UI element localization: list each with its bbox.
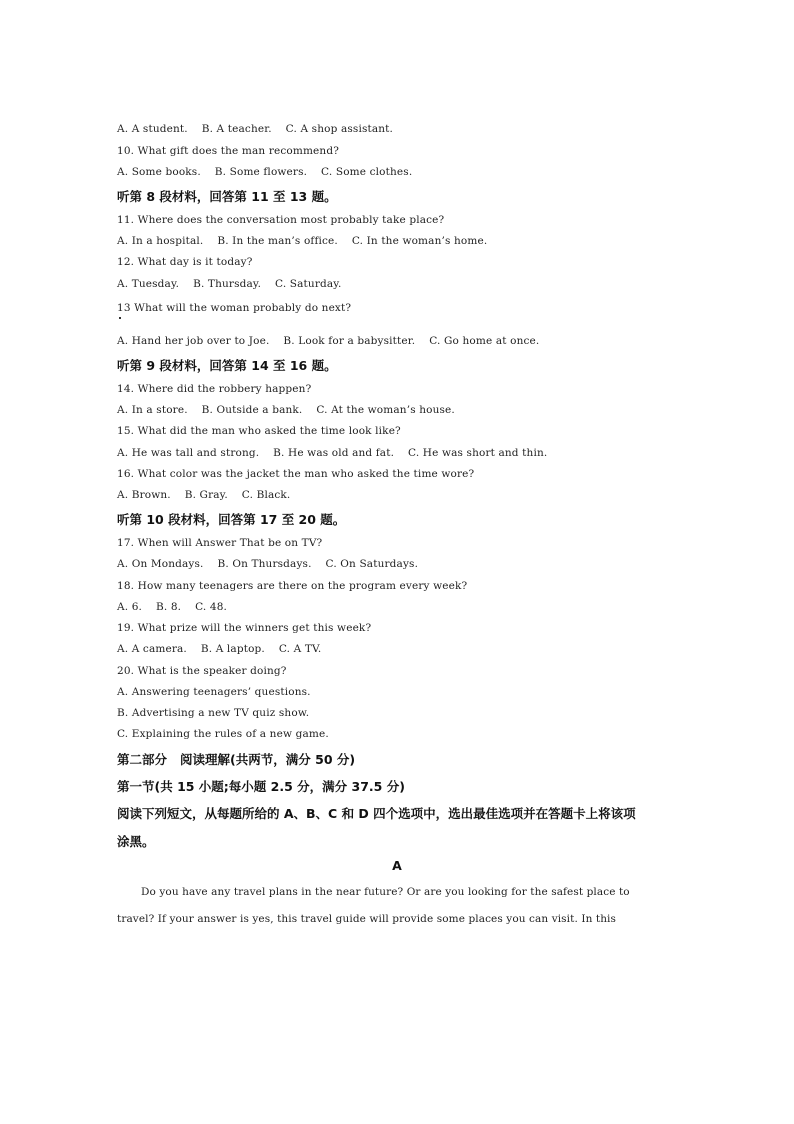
passage-text-line: travel? If your answer is yes, this travel guide will provide some places you can visit. In this	[117, 913, 617, 925]
option-line: A. On Mondays. B. On Thursdays. C. On Saturdays.	[117, 558, 419, 570]
question-line: 19. What prize will the winners get this week?	[117, 622, 372, 634]
question-line: 16. What color was the jacket the man who asked the time wore?	[117, 468, 475, 480]
question-line: 17. When will Answer That be on TV?	[117, 537, 323, 549]
option-line: A. In a store. B. Outside a bank. C. At the woman’s house.	[117, 404, 455, 416]
question-line: 20. What is the speaker doing?	[117, 665, 287, 677]
question-line: 14. Where did the robbery happen?	[117, 383, 312, 395]
option-line: A. Hand her job over to Joe. B. Look for a babysitter. C. Go home at once.	[117, 335, 540, 347]
option-line: A. He was tall and strong. B. He was old and fat. C. He was short and thin.	[117, 447, 548, 459]
option-line: A. Tuesday. B. Thursday. C. Saturday.	[117, 278, 342, 290]
option-line: A. Some books. B. Some flowers. C. Some clothes.	[117, 166, 413, 178]
question-line: 10. What gift does the man recommend?	[117, 145, 339, 157]
section-instruction: 听第 8 段材料，回答第 11 至 13 题。	[117, 189, 337, 204]
reading-instruction-cont: 涂黑。	[117, 834, 155, 849]
option-line: A. A student. B. A teacher. C. A shop assistant.	[117, 123, 394, 135]
passage-text-line: Do you have any travel plans in the near future? Or are you looking for the safest place to	[141, 886, 630, 898]
option-line: A. Answering teenagers’ questions.	[117, 686, 311, 698]
section-instruction: 听第 10 段材料，回答第 17 至 20 题。	[117, 512, 346, 527]
stray-dot	[119, 317, 121, 319]
question-line: 15. What did the man who asked the time look like?	[117, 425, 401, 437]
option-line: B. Advertising a new TV quiz show.	[117, 707, 310, 719]
question-line: 13 What will the woman probably do next?	[117, 302, 352, 314]
question-line: 11. Where does the conversation most probably take place?	[117, 214, 445, 226]
reading-instruction: 阅读下列短文，从每题所给的 A、B、C 和 D 四个选项中，选出最佳选项并在答题卡上将该项	[117, 806, 636, 821]
section-title: 第一节(共 15 小题;每小题 2.5 分，满分 37.5 分)	[117, 779, 405, 794]
part-title: 第二部分 阅读理解(共两节，满分 50 分)	[117, 752, 356, 767]
passage-heading: A	[392, 858, 402, 873]
question-line: 12. What day is it today?	[117, 256, 253, 268]
option-line: A. Brown. B. Gray. C. Black.	[117, 489, 291, 501]
option-line: A. 6. B. 8. C. 48.	[117, 601, 228, 613]
section-instruction: 听第 9 段材料，回答第 14 至 16 题。	[117, 358, 337, 373]
option-line: C. Explaining the rules of a new game.	[117, 728, 329, 740]
question-line: 18. How many teenagers are there on the program every week?	[117, 580, 468, 592]
option-line: A. A camera. B. A laptop. C. A TV.	[117, 643, 322, 655]
option-line: A. In a hospital. B. In the man’s office. C. In the woman’s home.	[117, 235, 488, 247]
